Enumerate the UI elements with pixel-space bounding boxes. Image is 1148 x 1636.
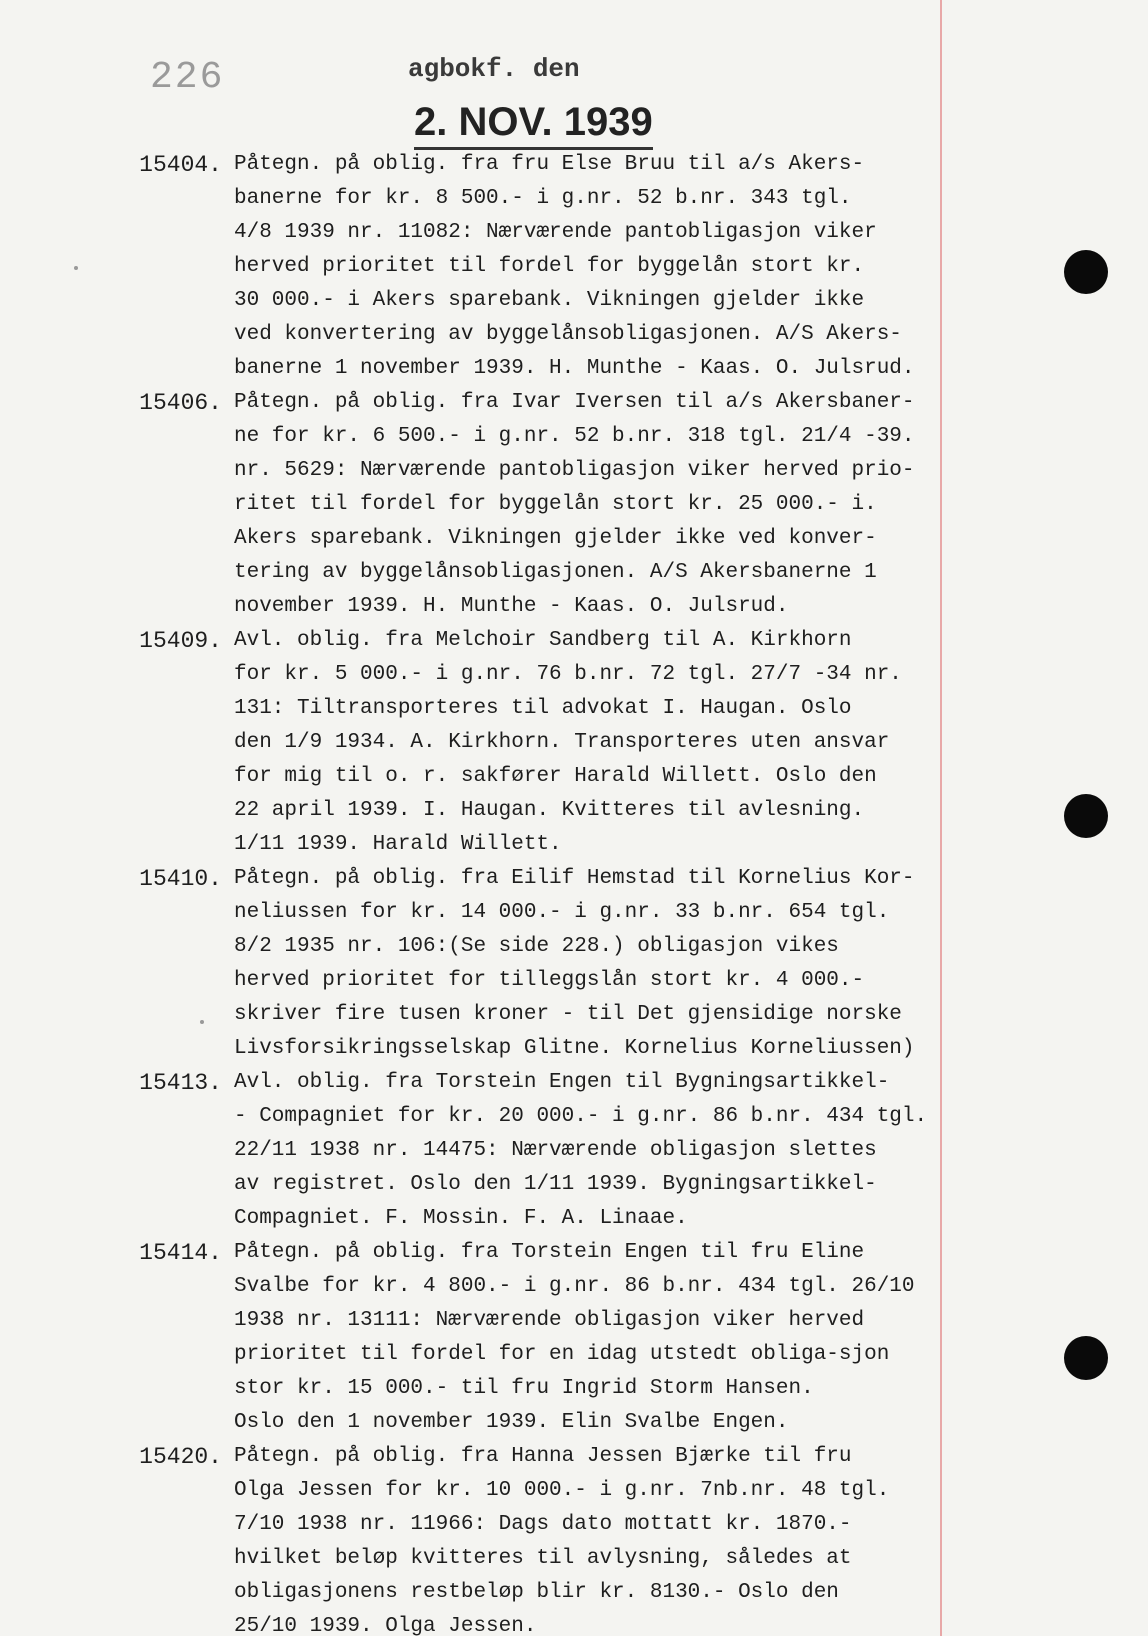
- entry-line: Olga Jessen for kr. 10 000.- i g.nr. 7nb.nr. 48 tgl.: [234, 1479, 890, 1502]
- entry-text: [234, 1236, 1148, 1440]
- entry-text: [234, 862, 1148, 1066]
- journal-entry: [0, 624, 1148, 862]
- entry-line: Akers sparebank. Vikningen gjelder ikke ved konver-: [234, 527, 877, 550]
- entry-line: 22 april 1939. I. Haugan. Kvitteres til avlesning.: [234, 799, 865, 822]
- entry-number: 15420.: [139, 1444, 222, 1470]
- entry-line: 7/10 1938 nr. 11966: Dags dato mottatt kr. 1870.-: [234, 1513, 852, 1536]
- entry-line: banerne for kr. 8 500.- i g.nr. 52 b.nr. 343 tgl.: [234, 187, 852, 210]
- entry-line: tering av byggelånsobligasjonen. A/S Akersbanerne 1: [234, 561, 877, 584]
- journal-entry: [0, 1066, 1148, 1236]
- entry-line: Påtegn. på oblig. fra Eilif Hemstad til Kornelius Kor-: [234, 867, 915, 890]
- entry-line: 4/8 1939 nr. 11082: Nærværende pantobligasjon viker: [234, 221, 877, 244]
- entry-line: for mig til o. r. sakfører Harald Willett. Oslo den: [234, 765, 877, 788]
- entry-line: 8/2 1935 nr. 106:(Se side 228.) obligasjon vikes: [234, 935, 839, 958]
- entry-line: Oslo den 1 november 1939. Elin Svalbe Engen.: [234, 1411, 789, 1434]
- entry-line: stor kr. 15 000.- til fru Ingrid Storm Hansen.: [234, 1377, 814, 1400]
- entry-line: neliussen for kr. 14 000.- i g.nr. 33 b.nr. 654 tgl.: [234, 901, 890, 924]
- entry-number: 15406.: [139, 390, 222, 416]
- entry-line: herved prioritet for tilleggslån stort kr. 4 000.-: [234, 969, 865, 992]
- entry-number: 15410.: [139, 866, 222, 892]
- entry-line: Påtegn. på oblig. fra Torstein Engen til fru Eline: [234, 1241, 865, 1264]
- entry-text: [234, 1440, 1148, 1636]
- entry-line: Livsforsikringsselskap Glitne. Kornelius Korneliussen): [234, 1037, 915, 1060]
- entry-line: ved konvertering av byggelånsobligasjonen. A/S Akers-: [234, 323, 902, 346]
- entry-line: av registret. Oslo den 1/11 1939. Bygningsartikkel-: [234, 1173, 877, 1196]
- entry-line: 22/11 1938 nr. 14475: Nærværende obligasjon slettes: [234, 1139, 877, 1162]
- entry-line: Påtegn. på oblig. fra Hanna Jessen Bjærke til fru: [234, 1445, 852, 1468]
- entry-line: den 1/9 1934. A. Kirkhorn. Transporteres uten ansvar: [234, 731, 890, 754]
- entry-line: Avl. oblig. fra Torstein Engen til Bygningsartikkel-: [234, 1071, 890, 1094]
- entry-line: obligasjonens restbeløp blir kr. 8130.- Oslo den: [234, 1581, 839, 1604]
- entry-line: november 1939. H. Munthe - Kaas. O. Julsrud.: [234, 595, 789, 618]
- header-date-stamp: 2. NOV. 1939: [414, 100, 653, 150]
- punch-hole: [1064, 1336, 1108, 1380]
- entry-line: ne for kr. 6 500.- i g.nr. 52 b.nr. 318 tgl. 21/4 -39.: [234, 425, 915, 448]
- entry-text: [234, 386, 1148, 624]
- entry-list: [0, 148, 1148, 1636]
- entry-text: [234, 1066, 1148, 1236]
- entry-text: [234, 624, 1148, 862]
- entry-line: for kr. 5 000.- i g.nr. 76 b.nr. 72 tgl. 27/7 -34 nr.: [234, 663, 902, 686]
- entry-line: Påtegn. på oblig. fra fru Else Bruu til a/s Akers-: [234, 153, 865, 176]
- journal-entry: [0, 386, 1148, 624]
- entry-line: ritet til fordel for byggelån stort kr. 25 000.- i.: [234, 493, 877, 516]
- entry-line: banerne 1 november 1939. H. Munthe - Kaas. O. Julsrud.: [234, 357, 915, 380]
- entry-line: Avl. oblig. fra Melchoir Sandberg til A. Kirkhorn: [234, 629, 852, 652]
- entry-line: skriver fire tusen kroner - til Det gjensidige norske: [234, 1003, 902, 1026]
- entry-line: 131: Tiltransporteres til advokat I. Haugan. Oslo: [234, 697, 852, 720]
- entry-line: Compagniet. F. Mossin. F. A. Linaae.: [234, 1207, 688, 1230]
- punch-hole: [1064, 250, 1108, 294]
- entry-number: 15404.: [139, 152, 222, 178]
- journal-entry: [0, 1236, 1148, 1440]
- header-label: agbokf. den: [408, 54, 580, 84]
- entry-line: nr. 5629: Nærværende pantobligasjon viker herved prio-: [234, 459, 915, 482]
- journal-entry: [0, 1440, 1148, 1636]
- entry-line: Svalbe for kr. 4 800.- i g.nr. 86 b.nr. 434 tgl. 26/10: [234, 1275, 915, 1298]
- entry-line: 1/11 1939. Harald Willett.: [234, 833, 562, 856]
- entry-number: 15409.: [139, 628, 222, 654]
- journal-entry: [0, 862, 1148, 1066]
- page-number: 226: [150, 56, 225, 99]
- entry-line: prioritet til fordel for en idag utstedt obliga-sjon: [234, 1343, 890, 1366]
- entry-line: 25/10 1939. Olga Jessen.: [234, 1615, 537, 1636]
- punch-hole: [1064, 794, 1108, 838]
- entry-line: - Compagniet for kr. 20 000.- i g.nr. 86 b.nr. 434 tgl.: [234, 1105, 928, 1128]
- entry-number: 15413.: [139, 1070, 222, 1096]
- entry-line: hvilket beløp kvitteres til avlysning, således at: [234, 1547, 852, 1570]
- entry-line: 1938 nr. 13111: Nærværende obligasjon viker herved: [234, 1309, 865, 1332]
- paper-speck: [74, 266, 78, 270]
- entry-text: [234, 148, 1148, 386]
- journal-entry: [0, 148, 1148, 386]
- entry-number: 15414.: [139, 1240, 222, 1266]
- entry-line: herved prioritet til fordel for byggelån stort kr.: [234, 255, 865, 278]
- entry-line: Påtegn. på oblig. fra Ivar Iversen til a/s Akersbaner-: [234, 391, 915, 414]
- paper-speck: [200, 1020, 204, 1024]
- entry-line: 30 000.- i Akers sparebank. Vikningen gjelder ikke: [234, 289, 865, 312]
